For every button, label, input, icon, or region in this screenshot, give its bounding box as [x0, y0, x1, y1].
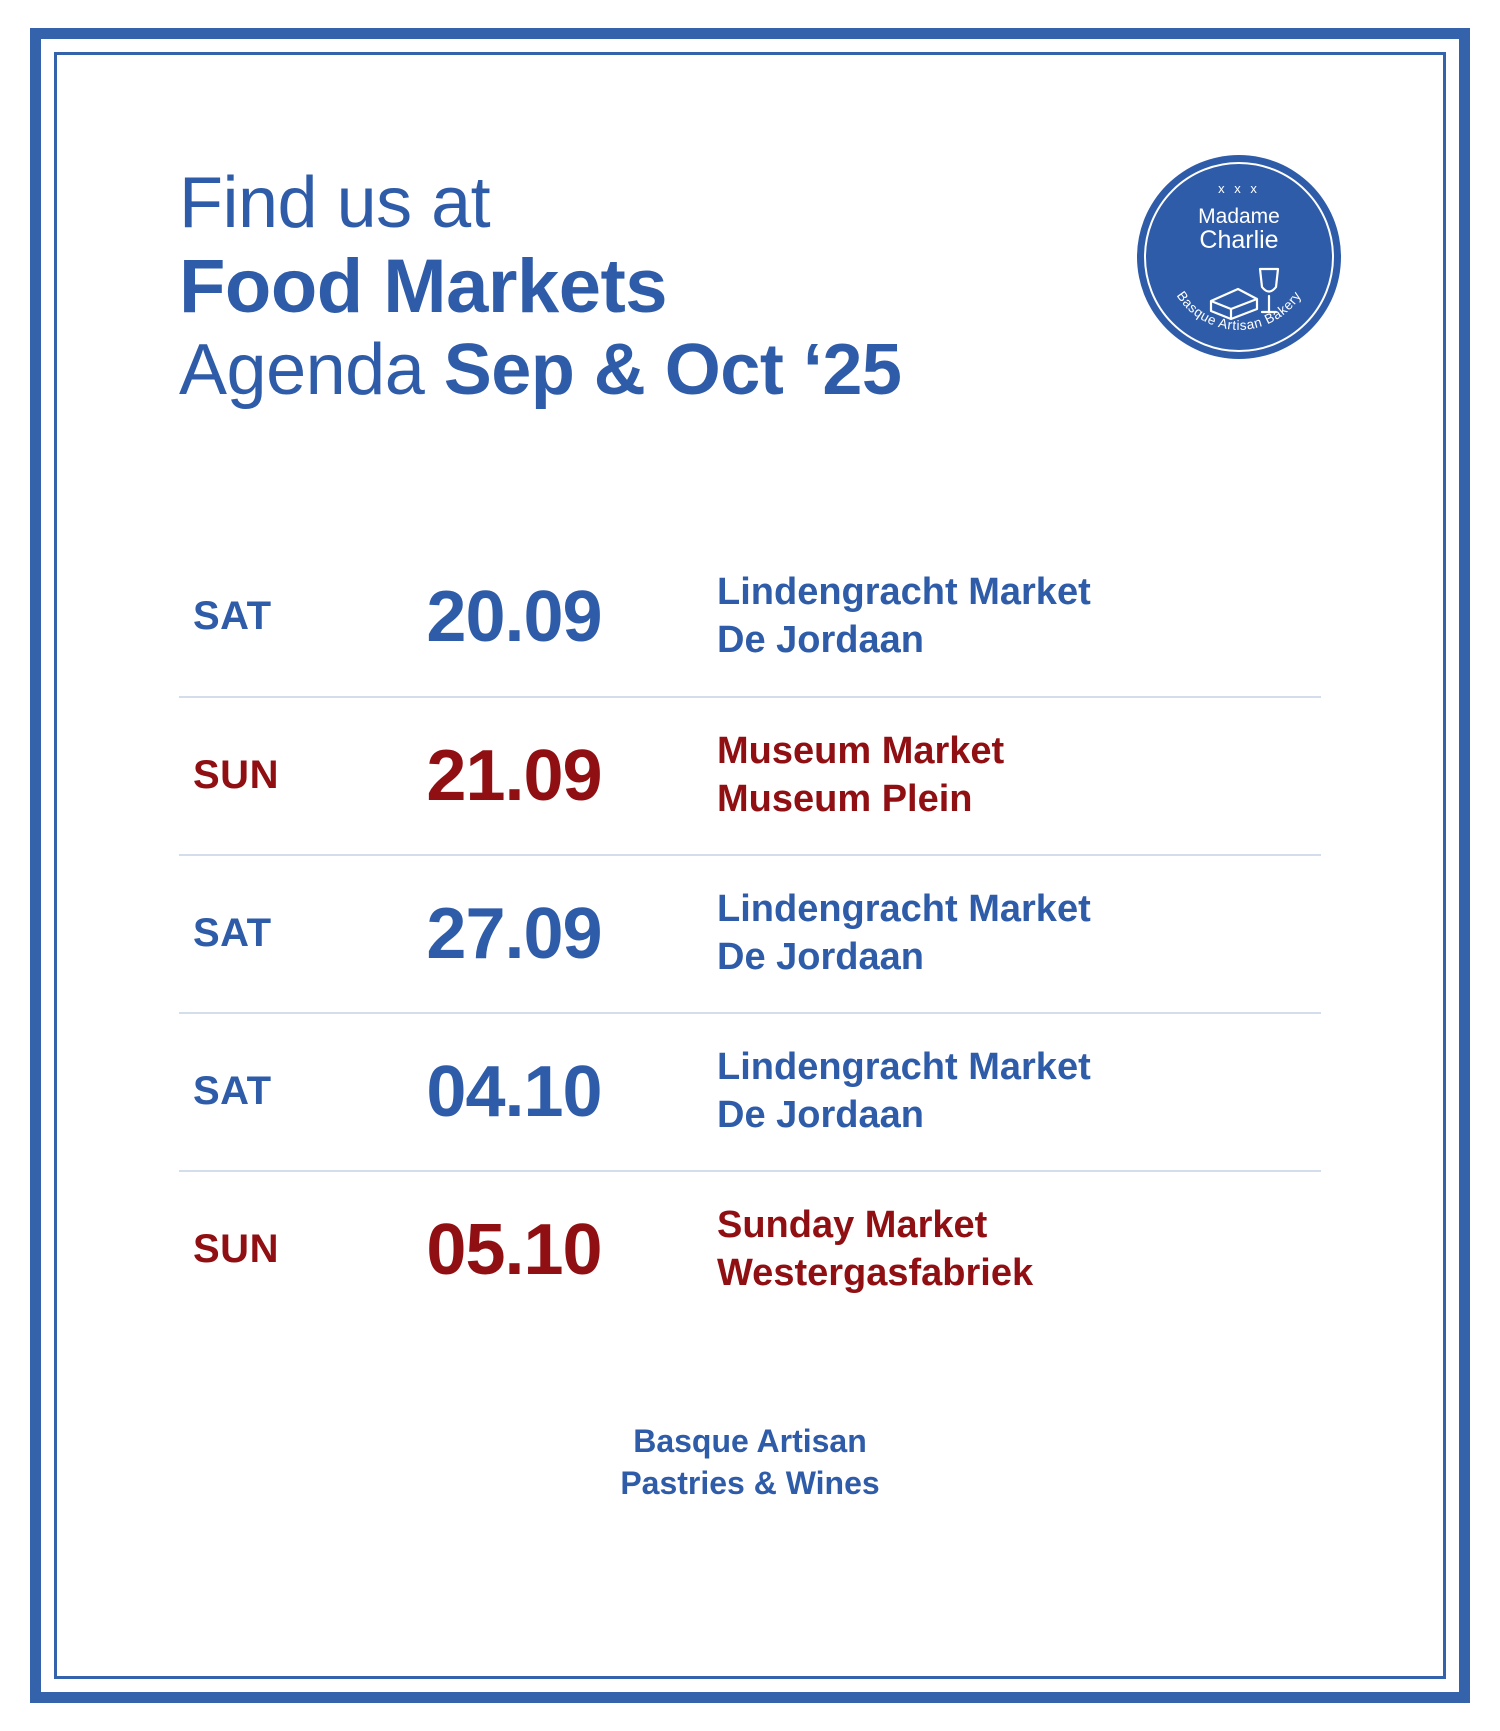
- agenda-day: SUN: [193, 753, 279, 798]
- agenda-date: 27.09: [426, 893, 602, 974]
- agenda-market-location: De Jordaan: [717, 618, 924, 661]
- agenda-day: SUN: [193, 1227, 279, 1272]
- svg-text:x x x: x x x: [1218, 181, 1260, 196]
- poster-footer: [127, 1420, 1373, 1504]
- outer-border: [30, 28, 1470, 1703]
- title-line-1: Find us at: [179, 163, 491, 243]
- poster-header: [127, 115, 1373, 412]
- agenda-venue: [659, 886, 1321, 981]
- title-line-3-bold: Sep & Oct ‘25: [443, 330, 902, 411]
- agenda-row: [179, 854, 1321, 1012]
- agenda-row: [179, 1012, 1321, 1170]
- agenda-market-location: De Jordaan: [717, 1093, 924, 1136]
- footer-line-2: Pastries & Wines: [620, 1464, 880, 1501]
- agenda-day: SAT: [193, 594, 272, 639]
- agenda-market-name: Lindengracht Market: [717, 571, 1091, 614]
- agenda-list: [127, 538, 1373, 1328]
- agenda-market-name: Sunday Market: [717, 1204, 988, 1247]
- agenda-row: [179, 1170, 1321, 1328]
- inner-border: [54, 52, 1446, 1679]
- agenda-venue: [659, 728, 1321, 823]
- agenda-venue: [659, 1044, 1321, 1139]
- agenda-market-location: Westergasfabriek: [717, 1251, 1034, 1294]
- agenda-row: [179, 696, 1321, 854]
- svg-text:Madame: Madame: [1198, 205, 1280, 228]
- title-line-3-light: Agenda: [179, 330, 444, 411]
- agenda-market-name: Museum Market: [717, 730, 1005, 773]
- title-line-2: Food Markets: [179, 244, 668, 330]
- agenda-date: 04.10: [426, 1051, 602, 1132]
- agenda-market-location: Museum Plein: [717, 777, 973, 820]
- agenda-date: 20.09: [426, 576, 602, 657]
- agenda-day: SAT: [193, 911, 272, 956]
- agenda-date: 21.09: [426, 735, 602, 816]
- brand-logo: [1133, 151, 1345, 363]
- agenda-venue: [659, 569, 1321, 664]
- agenda-market-name: Lindengracht Market: [717, 888, 1091, 931]
- agenda-venue: [659, 1202, 1321, 1297]
- agenda-market-location: De Jordaan: [717, 935, 924, 978]
- agenda-market-name: Lindengracht Market: [717, 1046, 1091, 1089]
- agenda-row: [179, 538, 1321, 696]
- footer-line-1: Basque Artisan: [633, 1422, 867, 1459]
- agenda-day: SAT: [193, 1069, 272, 1114]
- svg-text:Charlie: Charlie: [1199, 226, 1279, 254]
- svg-text:Basque Artisan Bakery: Basque Artisan Bakery: [1173, 288, 1305, 333]
- agenda-date: 05.10: [426, 1209, 602, 1290]
